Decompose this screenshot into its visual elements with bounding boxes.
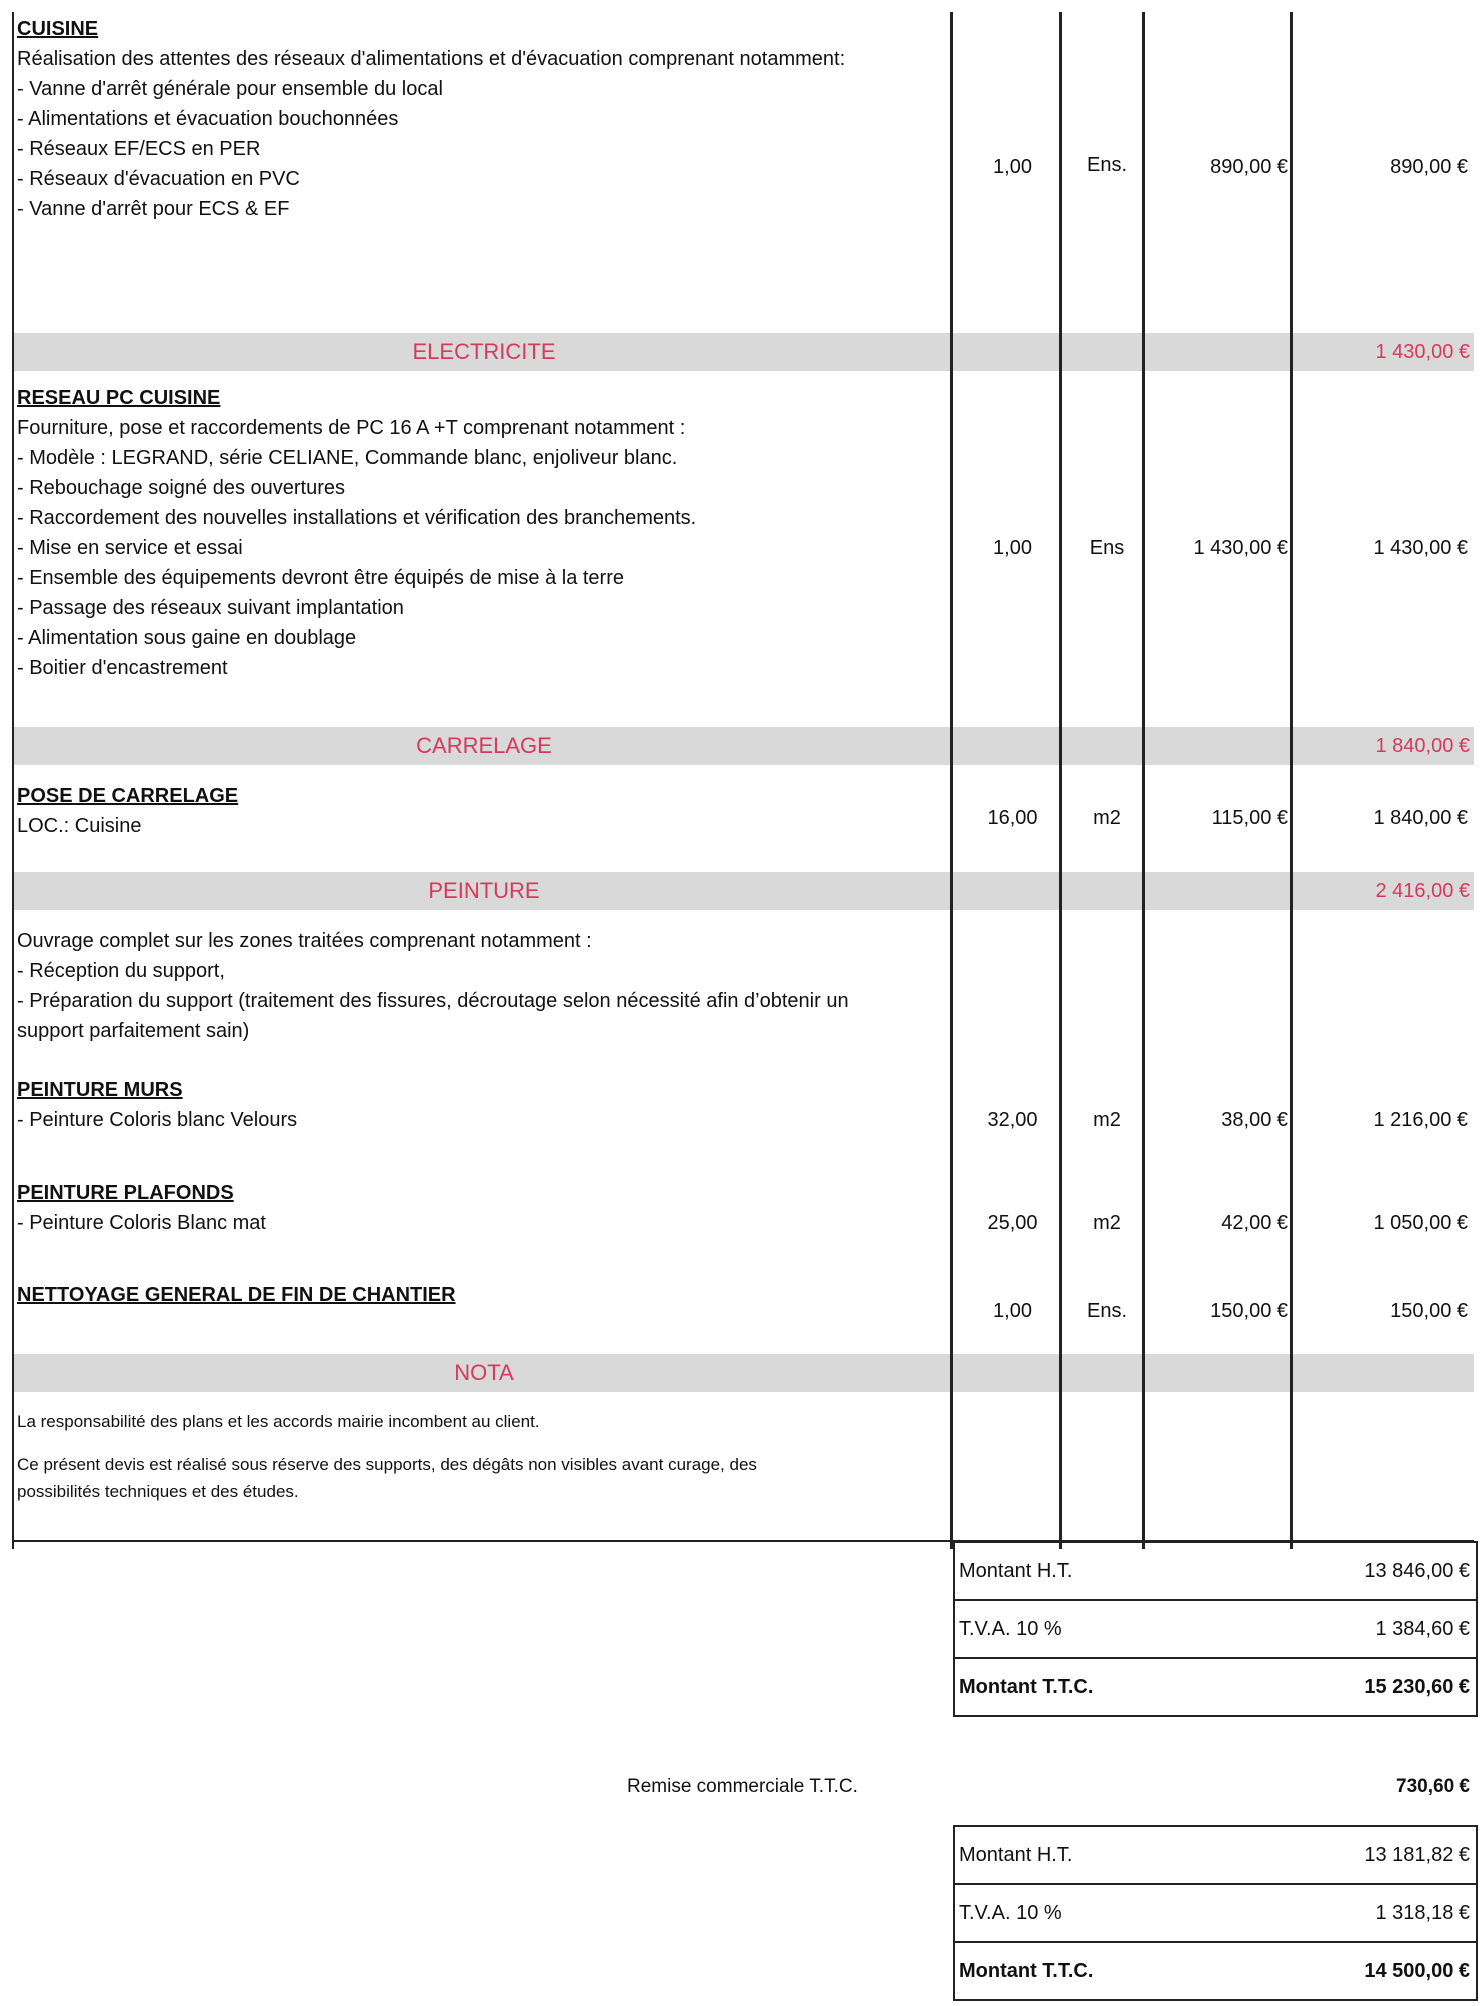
electricite-line: - Rebouchage soigné des ouvertures xyxy=(17,477,345,499)
peinture-intro-line: support parfaitement sain) xyxy=(17,1020,250,1042)
section-total-peinture: 2 416,00 € xyxy=(1375,880,1470,902)
cuisine-title: CUISINE xyxy=(17,18,99,40)
nota-line: possibilités techniques et des études. xyxy=(17,1482,299,1501)
nota-line: La responsabilité des plans et les accords mairie incombent au client. xyxy=(17,1412,540,1431)
final-ht-row xyxy=(955,1827,1476,1885)
section-total-electricite: 1 430,00 € xyxy=(1375,341,1470,363)
totals-ttc-value: 15 230,60 € xyxy=(1364,1676,1470,1698)
final-tva-label: T.V.A. 10 % xyxy=(959,1902,1062,1924)
totals-tva-row xyxy=(955,1601,1476,1659)
peinture-murs-title: PEINTURE MURS xyxy=(17,1079,183,1101)
electricite-line: - Raccordement des nouvelles installations et vérification des branchements. xyxy=(17,507,697,529)
electricite-item-title: RESEAU PC CUISINE xyxy=(17,387,221,409)
carrelage-total: 1 840,00 € xyxy=(1373,807,1468,829)
final-ttc-row xyxy=(955,1943,1476,1999)
peinture-murs-line: - Peinture Coloris blanc Velours xyxy=(17,1109,298,1131)
carrelage-unit-price: 115,00 € xyxy=(1211,807,1288,829)
peinture-murs-qty: 32,00 xyxy=(987,1109,1038,1131)
cuisine-qty: 1,00 xyxy=(993,156,1032,178)
peinture-plafonds-title: PEINTURE PLAFONDS xyxy=(17,1182,234,1204)
carrelage-item-title: POSE DE CARRELAGE xyxy=(17,785,239,807)
totals-ht-label: Montant H.T. xyxy=(959,1560,1073,1582)
carrelage-line: LOC.: Cuisine xyxy=(17,815,142,837)
peinture-murs-total: 1 216,00 € xyxy=(1373,1109,1468,1131)
totals-ttc-label: Montant T.T.C. xyxy=(959,1676,1094,1698)
final-tva-row xyxy=(955,1885,1476,1943)
cuisine-description xyxy=(17,14,952,224)
final-ttc-value: 14 500,00 € xyxy=(1364,1960,1470,1982)
final-ttc-label: Montant T.T.C. xyxy=(959,1960,1094,1982)
section-label-carrelage: CARRELAGE xyxy=(416,733,552,758)
nettoyage-description xyxy=(17,1280,952,1310)
carrelage-unit: m2 xyxy=(1093,807,1121,829)
electricite-line: Fourniture, pose et raccordements de PC 16 A +T comprenant notamment : xyxy=(17,417,686,439)
totals-ttc-row xyxy=(955,1659,1476,1715)
cuisine-line: - Réseaux d'évacuation en PVC xyxy=(17,168,300,190)
peinture-plafonds-description xyxy=(17,1178,952,1238)
peinture-intro xyxy=(17,926,952,1046)
cuisine-total: 890,00 € xyxy=(1390,156,1468,178)
nettoyage-title: NETTOYAGE GENERAL DE FIN DE CHANTIER xyxy=(17,1284,456,1306)
totals-box xyxy=(953,1541,1478,1717)
carrelage-description xyxy=(17,781,952,841)
electricite-line: - Passage des réseaux suivant implantation xyxy=(17,597,404,619)
totals-ht-value: 13 846,00 € xyxy=(1364,1560,1470,1582)
electricite-line: - Mise en service et essai xyxy=(17,537,243,559)
remise-label: Remise commerciale T.T.C. xyxy=(627,1776,858,1797)
cuisine-unit: Ens. xyxy=(1086,154,1128,176)
final-ht-value: 13 181,82 € xyxy=(1364,1844,1470,1866)
cuisine-line: - Alimentations et évacuation bouchonnées xyxy=(17,108,399,130)
nota-line: Ce présent devis est réalisé sous réserve des supports, des dégâts non visibles avant curage, des xyxy=(17,1455,757,1474)
totals-tva-label: T.V.A. 10 % xyxy=(959,1618,1062,1640)
nettoyage-qty: 1,00 xyxy=(993,1300,1032,1322)
peinture-plafonds-line: - Peinture Coloris Blanc mat xyxy=(17,1212,266,1234)
remise-value: 730,60 € xyxy=(1396,1776,1470,1797)
electricite-description xyxy=(17,383,952,683)
table-left-border xyxy=(12,12,14,1549)
peinture-intro-line: - Réception du support, xyxy=(17,960,225,982)
peinture-plafonds-total: 1 050,00 € xyxy=(1373,1212,1468,1234)
nota-text xyxy=(17,1408,952,1505)
nettoyage-total: 150,00 € xyxy=(1390,1300,1468,1322)
electricite-line: - Modèle : LEGRAND, série CELIANE, Commande blanc, enjoliveur blanc. xyxy=(17,447,678,469)
carrelage-qty: 16,00 xyxy=(987,807,1038,829)
cuisine-line: - Vanne d'arrêt pour ECS & EF xyxy=(17,198,290,220)
electricite-line: - Boitier d'encastrement xyxy=(17,657,228,679)
electricite-qty: 1,00 xyxy=(993,537,1032,559)
totals-tva-value: 1 384,60 € xyxy=(1375,1618,1470,1640)
peinture-intro-line: - Préparation du support (traitement des fissures, décroutage selon nécessité afin d’obtenir un xyxy=(17,990,849,1012)
electricite-line: - Ensemble des équipements devront être équipés de mise à la terre xyxy=(17,567,625,589)
final-totals-box xyxy=(953,1825,1478,2001)
column-divider-total xyxy=(1290,12,1293,1549)
section-total-carrelage: 1 840,00 € xyxy=(1375,735,1470,757)
cuisine-line: - Réseaux EF/ECS en PER xyxy=(17,138,261,160)
section-label-electricite: ELECTRICITE xyxy=(412,339,556,364)
nettoyage-unit: Ens. xyxy=(1086,1300,1128,1322)
electricite-total: 1 430,00 € xyxy=(1373,537,1468,559)
electricite-line: - Alimentation sous gaine en doublage xyxy=(17,627,357,649)
final-tva-value: 1 318,18 € xyxy=(1375,1902,1470,1924)
section-label-nota: NOTA xyxy=(454,1360,514,1385)
cuisine-unit-price: 890,00 € xyxy=(1210,156,1288,178)
cuisine-line: Réalisation des attentes des réseaux d'alimentations et d'évacuation comprenant notamment: xyxy=(17,48,846,70)
peinture-murs-unit: m2 xyxy=(1093,1109,1121,1131)
electricite-unit-price: 1 430,00 € xyxy=(1193,537,1288,559)
cuisine-line: - Vanne d'arrêt générale pour ensemble du local xyxy=(17,78,443,100)
peinture-plafonds-unit: m2 xyxy=(1093,1212,1121,1234)
nettoyage-unit-price: 150,00 € xyxy=(1210,1300,1288,1322)
final-ht-label: Montant H.T. xyxy=(959,1844,1073,1866)
peinture-plafonds-unit-price: 42,00 € xyxy=(1221,1212,1288,1234)
electricite-unit: Ens xyxy=(1089,537,1125,559)
peinture-intro-line: Ouvrage complet sur les zones traitées comprenant notamment : xyxy=(17,930,592,952)
totals-ht-row xyxy=(955,1543,1476,1601)
peinture-plafonds-qty: 25,00 xyxy=(987,1212,1038,1234)
peinture-murs-unit-price: 38,00 € xyxy=(1221,1109,1288,1131)
section-label-peinture: PEINTURE xyxy=(428,878,540,903)
peinture-murs-description xyxy=(17,1075,952,1135)
